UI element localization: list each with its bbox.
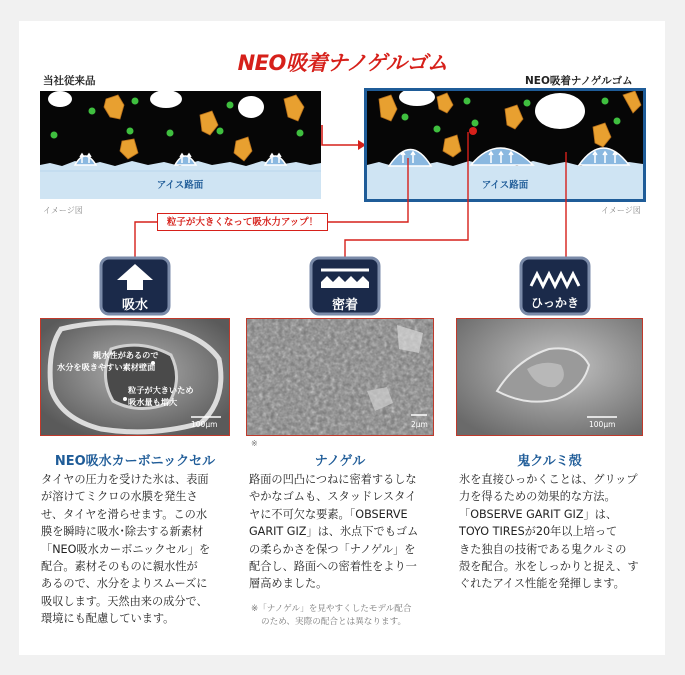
footnote-line: のため、実際の配合とは異なります。 (261, 617, 407, 627)
text-line: せ、タイヤを滑らせます。この水 (41, 507, 208, 521)
text-line: 配合。素材そのものに親水性が (41, 560, 198, 574)
text-line: やかなゴムも、スタッドレスタイ (249, 490, 417, 504)
left-panel-label: 当社従来品 (43, 75, 96, 87)
scale-bar-label: 100μm (589, 420, 616, 429)
adhesion-badge (307, 256, 383, 318)
text-line: ぐれたアイス性能を発揮します。 (459, 577, 625, 591)
text-line: 路面の凹凸につねに密着するしな (249, 473, 417, 486)
right-ice-label: アイス路面 (481, 180, 529, 191)
text-line: 力を得るための効果的な方法。 (459, 490, 616, 504)
text-line: 環境にも配慮しています。 (41, 612, 175, 626)
nanogel-micrograph (246, 318, 434, 436)
absorption-callout: 粒子が大きくなって吸水力アップ！ (157, 213, 328, 231)
text-line: タイヤの圧力を受けた氷は、表面 (41, 473, 209, 486)
text-line: が溶けてミクロの水膜を発生さ (41, 490, 198, 504)
scratch-badge (517, 256, 593, 318)
walnut-shell-description (459, 471, 654, 593)
text-line: の柔らかさを保つ「ナノゲル」を (249, 542, 416, 556)
text-line: 膜を瞬時に吸水･除去する新素材 (41, 525, 204, 539)
scale-bar-label: 2μm (411, 420, 428, 429)
nanogel-title: ナノゲル (314, 454, 366, 469)
sem-label-hydrophilic-1: 親水性があるので (93, 350, 159, 360)
right-panel-label: NEO吸着ナノゲルゴム (525, 75, 633, 87)
text-line: 層高めました。 (249, 577, 328, 591)
text-line: あるので、水分をよりスムーズに (41, 577, 208, 591)
carbonic-cell-micrograph (40, 318, 230, 436)
adhesion-badge-label: 密着 (331, 298, 358, 313)
main-title: NEO吸着ナノゲルゴム (237, 51, 448, 75)
text-line: GARIT GIZ」は、氷点下でもゴム (249, 525, 419, 539)
text-line: ヤに不可欠な要素。「OBSERVE (249, 507, 408, 521)
text-line: 殻を配合。氷をしっかりと捉え、す (459, 560, 639, 574)
scale-bar-label: 100μm (191, 420, 218, 429)
absorption-badge-label: 吸水 (121, 298, 148, 313)
text-line: TOYO TIRESが20年以上培って (459, 525, 618, 539)
carbonic-cell-description (41, 471, 236, 628)
walnut-shell-title: 鬼クルミ殻 (517, 454, 582, 469)
text-line: 配合し、路面への密着性をより一 (249, 560, 417, 574)
left-ice-label: アイス路面 (156, 180, 204, 191)
right-image-note: イメージ図 (601, 206, 641, 215)
sem-label-hydrophilic-2: 水分を吸きやすい素材壁面 (57, 362, 156, 372)
text-line: 氷を直接ひっかくことは、グリップ (459, 473, 638, 486)
scratch-badge-label: ひっかき (530, 296, 579, 310)
footnote-line: ※「ナノゲル」を見やすくしたモデル配合 (251, 604, 412, 614)
text-line: 「OBSERVE GARIT GIZ」は、 (459, 507, 618, 521)
text-line: 「NEO吸水カーボニックセル」を (41, 542, 211, 556)
text-line: 吸収します。天然由来の成分で、 (41, 594, 208, 608)
sem-label-large-2: 吸水量も増大 (128, 397, 178, 407)
sem-label-large-1: 粒子が大きいため (128, 385, 194, 395)
text-line: きた独自の技術である鬼クルミの (459, 542, 627, 556)
left-image-note: イメージ図 (43, 206, 83, 215)
water-absorption-badge (97, 256, 173, 318)
photo-note-mark: ※ (251, 439, 258, 448)
walnut-shell-micrograph (456, 318, 643, 436)
nanogel-footnote (251, 603, 441, 629)
carbonic-cell-title: NEO吸水カーボニックセル (54, 454, 216, 469)
nanogel-description (249, 471, 444, 593)
